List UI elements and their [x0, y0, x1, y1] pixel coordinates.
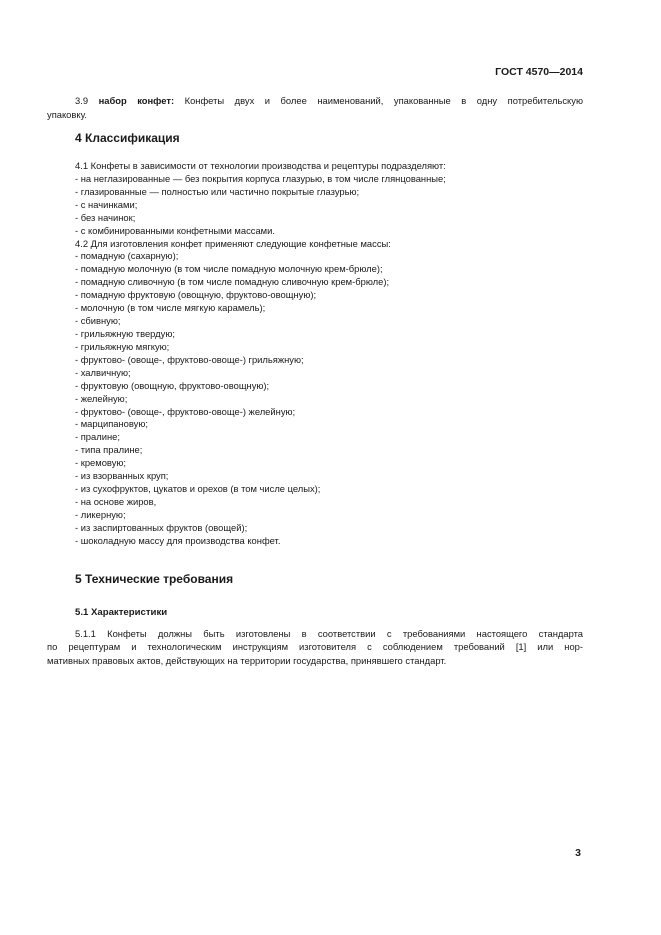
p42-item: - фруктово- (овоще-, фруктово-овоще-) грильяжную;	[75, 353, 304, 365]
p42-item: - из заспиртованных фруктов (овощей);	[75, 521, 248, 533]
p41-item: - глазированные — полностью или частично покрытые глазурью;	[75, 185, 360, 197]
p42-item: - шоколадную массу для производства конфет.	[75, 534, 281, 546]
p42-item: - грильяжную твердую;	[75, 327, 175, 339]
p41-item: - на неглазированные — без покрытия корпуса глазурью, в том числе глянцованные;	[75, 172, 446, 184]
p42-item: - помадную фруктовую (овощную, фруктово-овощную);	[75, 289, 317, 301]
p42-item: - халвичную;	[75, 366, 131, 378]
p42-intro: 4.2 Для изготовления конфет применяют следующие конфетные массы:	[75, 237, 391, 249]
p42-item: - кремовую;	[75, 457, 127, 469]
p42-item: - помадную (сахарную);	[75, 250, 179, 262]
p42-item: - помадную сливочную (в том числе помадную сливочную крем-брюле);	[75, 276, 390, 288]
p41-intro: 4.1 Конфеты в зависимости от технологии производства и рецептуры подразделяют:	[75, 160, 446, 171]
p41-item: - с начинками;	[75, 198, 138, 210]
page-number: 3	[575, 847, 581, 859]
p511-line3: мативных правовых актов, действующих на территории государства, принявшего стандарт.	[47, 654, 447, 666]
p511-line1: 5.1.1 Конфеты должны быть изготовлены в соответствии с требованиями настоящего стандарта	[75, 628, 583, 639]
document-code: ГОСТ 4570—2014	[495, 66, 583, 78]
p42-item: - из взорванных круп;	[75, 470, 169, 482]
section-3-9-number: 3.9	[75, 95, 89, 106]
p42-item: - желейную;	[75, 392, 128, 404]
p42-item: - типа пралине;	[75, 444, 143, 456]
p511-line2: по рецептурам и технологическим инструкциям изготовителя с соблюдением требований [1] или нор-	[47, 641, 583, 653]
section-3-9-line1	[75, 94, 583, 108]
p42-item: - пралине;	[75, 431, 120, 443]
section-4-heading-wrap	[75, 131, 583, 145]
section-3-9-term: набор конфет:	[98, 95, 175, 106]
section-4-body	[75, 160, 583, 548]
section-5-heading-wrap	[75, 572, 583, 586]
section-3-9-definition-1: Конфеты двух и более наименований, упакованные в одну потребительскую	[184, 95, 583, 106]
p42-item: - марципановую;	[75, 418, 148, 430]
section-5-1-heading-wrap	[75, 607, 583, 618]
p42-item: - на основе жиров,	[75, 495, 157, 507]
section-5-1-title: 5.1 Характеристики	[75, 607, 168, 618]
p42-item: - фруктово- (овоще-, фруктово-овоще-) желейную;	[75, 405, 296, 417]
p42-item: - ликерную;	[75, 508, 126, 520]
section-5-title: 5 Технические требования	[75, 572, 234, 586]
p42-item: - фруктовую (овощную, фруктово-овощную);	[75, 379, 270, 391]
p42-item: - сбивную;	[75, 315, 121, 327]
p41-item: - с комбинированными конфетными массами.	[75, 224, 275, 236]
p42-item: - грильяжную мягкую;	[75, 340, 170, 352]
p42-item: - из сухофруктов, цукатов и орехов (в том числе целых);	[75, 483, 321, 495]
section-3-9	[47, 94, 583, 121]
p41-item: - без начинок;	[75, 211, 136, 223]
section-3-9-line2: упаковку.	[47, 108, 87, 120]
section-5-1-1	[47, 627, 583, 667]
section-4-title: 4 Классификация	[75, 131, 180, 145]
p42-item: - помадную молочную (в том числе помадную молочную крем-брюле);	[75, 263, 383, 275]
p42-item: - молочную (в том числе мягкую карамель);	[75, 302, 266, 314]
